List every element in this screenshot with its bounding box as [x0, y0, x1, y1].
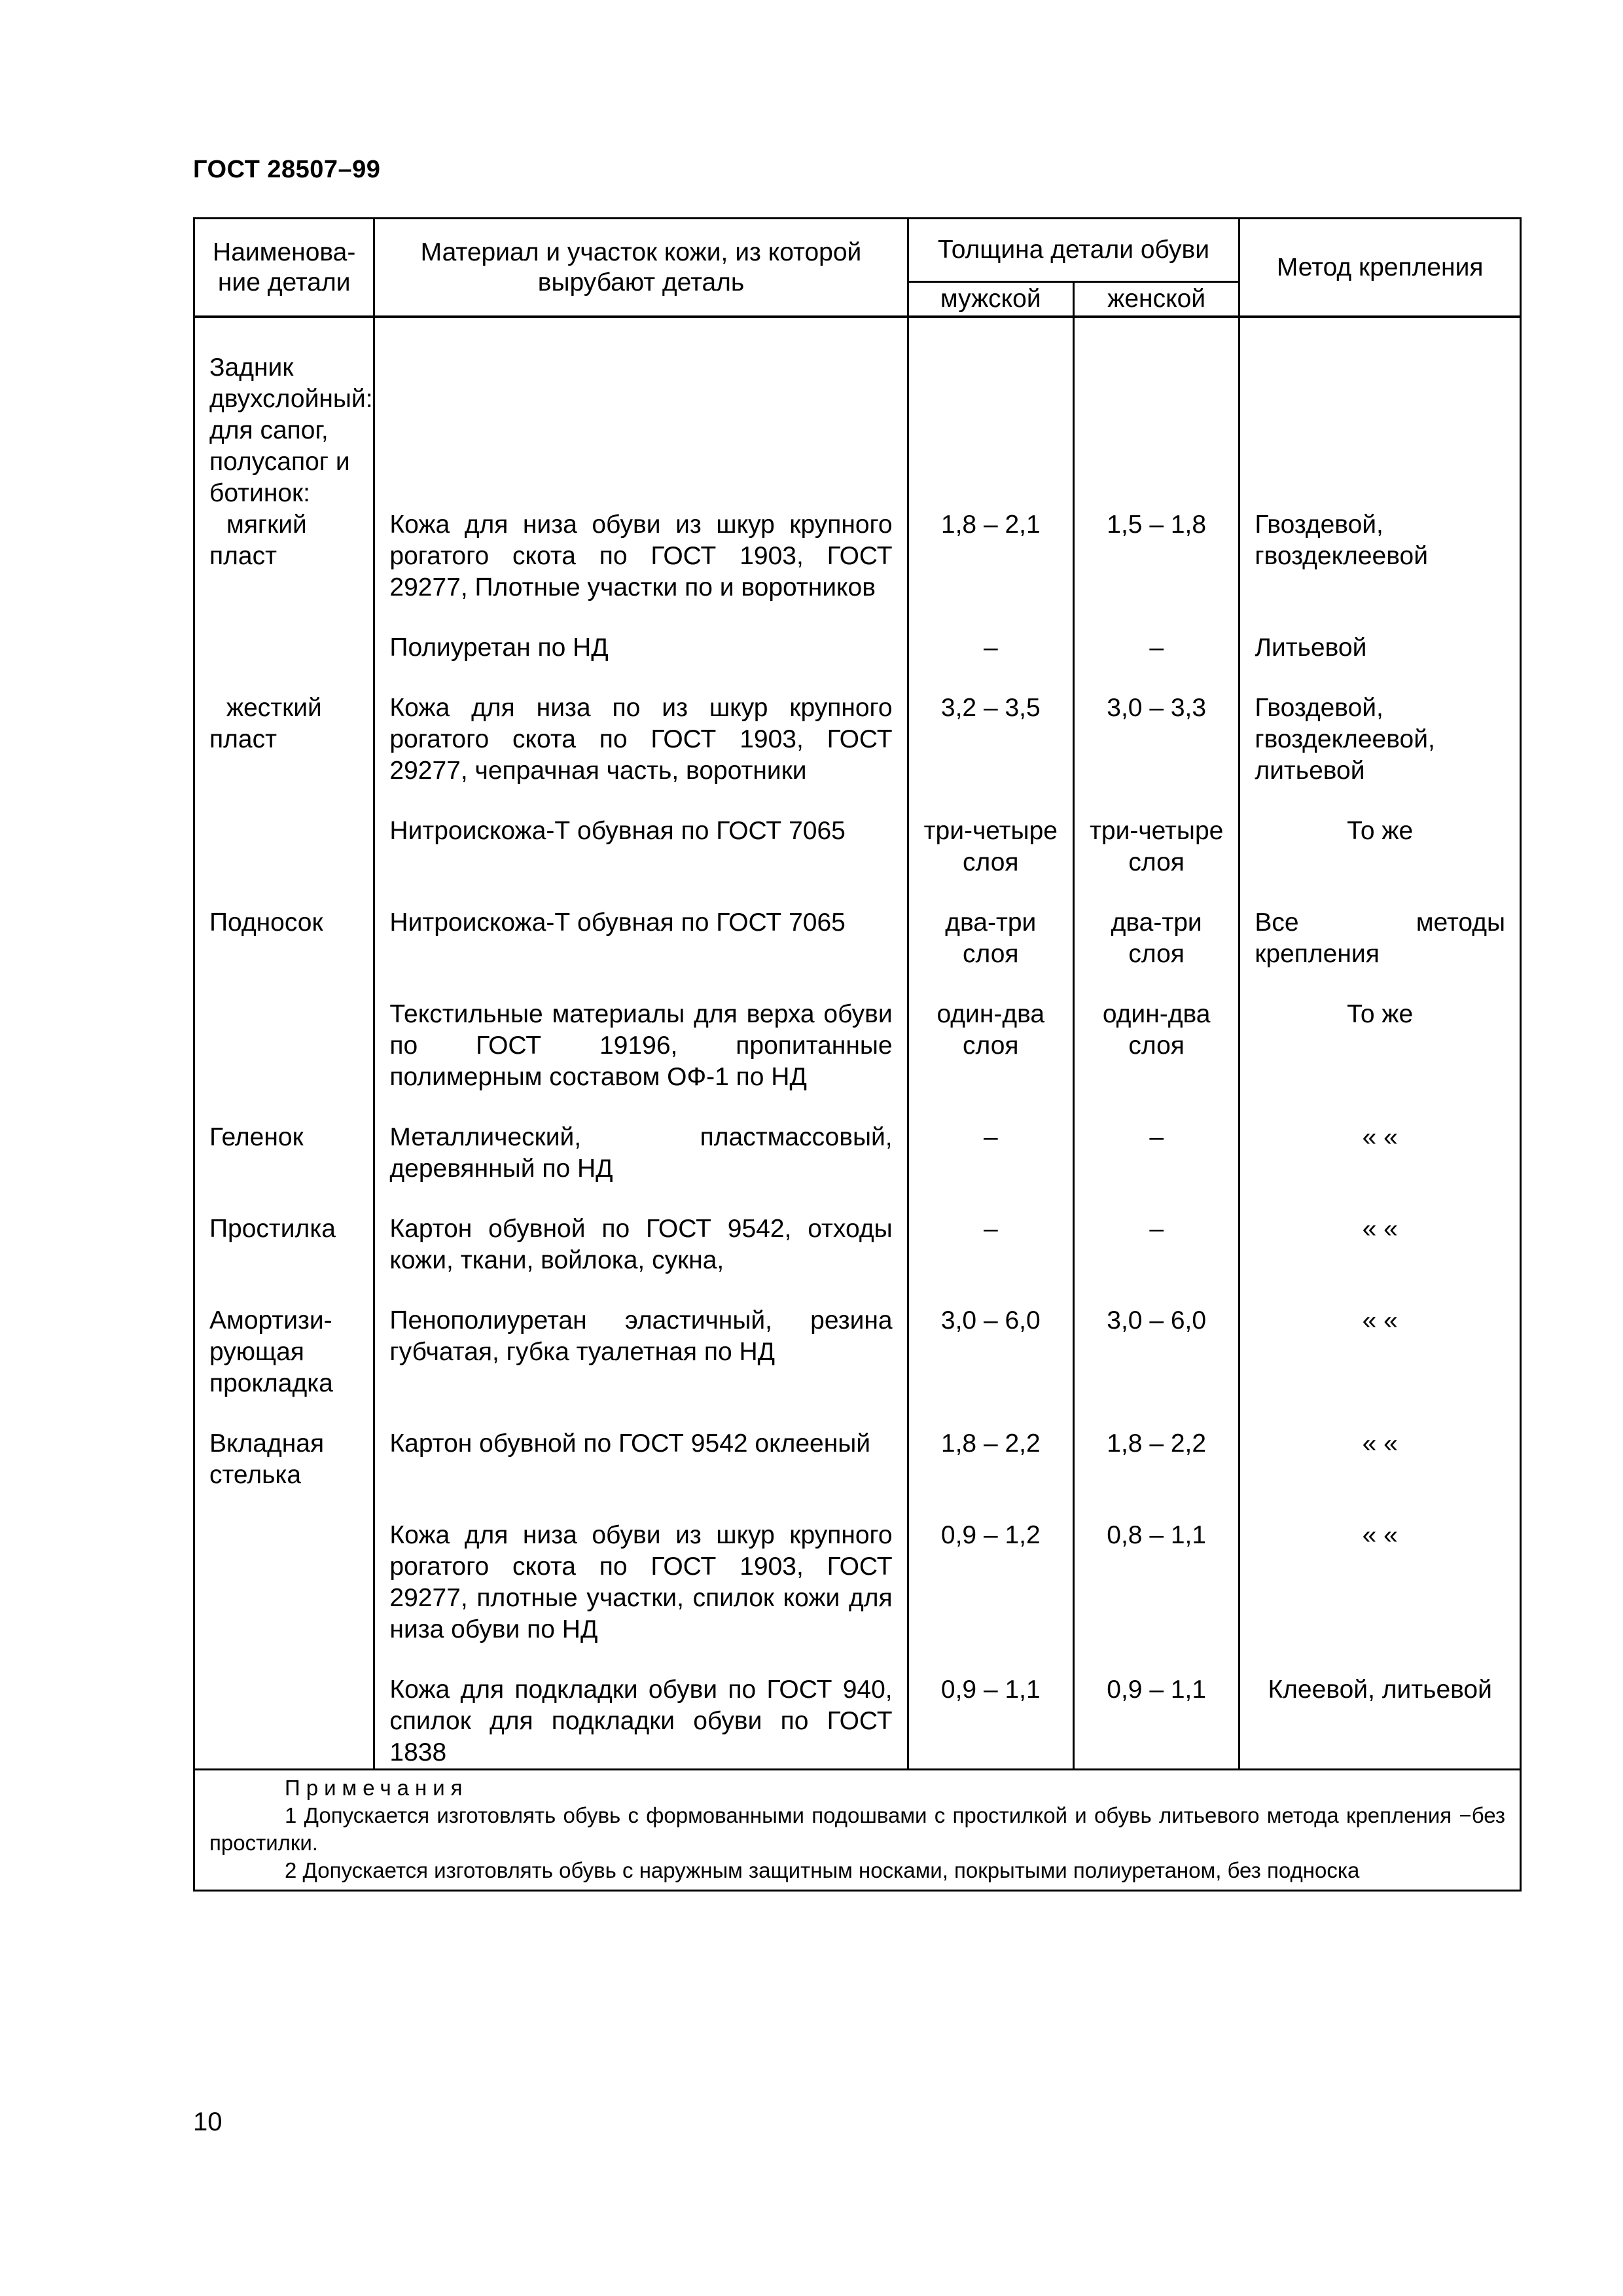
part-name-line: рующая: [209, 1338, 304, 1366]
method-cell: Клеевой, литьевой: [1240, 1674, 1521, 1770]
material-cell: [374, 352, 908, 509]
notes-row: [194, 1770, 1521, 1891]
material-cell: Картон обувной по ГОСТ 9542 оклееный: [374, 1428, 908, 1491]
part-name-line: Вкладная: [209, 1429, 325, 1458]
thickness-men-cell: три-четыре слоя: [908, 816, 1073, 878]
spacer-cell: [1240, 603, 1521, 632]
spacer-cell: [194, 1276, 374, 1305]
part-name-line: полусапог и: [209, 448, 350, 476]
method-cell: То же: [1240, 999, 1521, 1093]
spacer-cell: [194, 878, 374, 907]
notes-cell: [194, 1770, 1521, 1891]
thickness-men-cell: [908, 352, 1073, 509]
header-material-text: Материал и участок кожи, из которой вырубают деталь: [420, 238, 862, 296]
spacer-cell: [1240, 878, 1521, 907]
spacer-cell: [1240, 1185, 1521, 1213]
table-row: [194, 1428, 1521, 1491]
row-spacer: [194, 1185, 1521, 1213]
spacer-cell: [374, 970, 908, 999]
spacer-cell: [374, 1093, 908, 1122]
spacer-cell: [1240, 1645, 1521, 1674]
material-cell: Кожа для подкладки обуви по ГОСТ 940, спилок для подкладки обуви по ГОСТ 1838: [374, 1674, 908, 1770]
method-cell: « «: [1240, 1520, 1521, 1645]
spacer-cell: [908, 878, 1073, 907]
spacer-cell: [1073, 317, 1239, 352]
row-spacer: [194, 603, 1521, 632]
part-name-cell: [194, 632, 374, 664]
spacer-cell: [1240, 787, 1521, 816]
thickness-women-cell: –: [1073, 632, 1239, 664]
spacer-cell: [1073, 970, 1239, 999]
row-spacer: [194, 664, 1521, 692]
spacer-cell: [1073, 1093, 1239, 1122]
spacer-cell: [194, 970, 374, 999]
header-men: мужской: [908, 282, 1073, 317]
note-2: 2 Допускается изготовлять обувь с наружным защитным носками, покрытыми полиуретаном, без подноска: [285, 1858, 1360, 1882]
spacer-cell: [908, 1093, 1073, 1122]
header-part-name: [194, 219, 374, 317]
spacer-cell: [374, 1185, 908, 1213]
spacer-cell: [908, 664, 1073, 692]
method-cell: Все методы крепления: [1240, 907, 1521, 970]
spacer-cell: [374, 1399, 908, 1428]
spacer-cell: [1240, 317, 1521, 352]
thickness-men-cell: 0,9 – 1,2: [908, 1520, 1073, 1645]
spacer-cell: [1073, 878, 1239, 907]
spacer-cell: [194, 1185, 374, 1213]
spacer-cell: [908, 1276, 1073, 1305]
spacer-cell: [1240, 1093, 1521, 1122]
part-name-line: Задник: [209, 353, 294, 382]
material-cell: Металлический, пластмассовый, деревянный по НД: [374, 1122, 908, 1185]
table-row: [194, 692, 1521, 787]
spacer-cell: [1073, 1491, 1239, 1520]
thickness-men-cell: 0,9 – 1,1: [908, 1674, 1073, 1770]
method-cell: « «: [1240, 1122, 1521, 1185]
spacer-cell: [194, 1093, 374, 1122]
header-part-name-text: Наименова-ние детали: [213, 238, 356, 296]
method-cell: « «: [1240, 1213, 1521, 1276]
thickness-women-cell: 1,5 – 1,8: [1073, 509, 1239, 603]
row-spacer: [194, 878, 1521, 907]
table-body: [194, 317, 1521, 1770]
method-cell: То же: [1240, 816, 1521, 878]
part-name-line: пласт: [209, 542, 277, 570]
part-name-cell: [194, 1122, 374, 1185]
part-name-line: Геленок: [209, 1123, 304, 1151]
spacer-cell: [1073, 787, 1239, 816]
thickness-men-cell: 3,2 – 3,5: [908, 692, 1073, 787]
part-name-cell: [194, 1674, 374, 1770]
part-name-line: прокладка: [209, 1369, 333, 1397]
material-cell: Нитроискожа-Т обувная по ГОСТ 7065: [374, 816, 908, 878]
spacer-cell: [374, 878, 908, 907]
spacer-cell: [908, 970, 1073, 999]
thickness-men-cell: два-три слоя: [908, 907, 1073, 970]
spacer-cell: [908, 787, 1073, 816]
spacer-cell: [908, 603, 1073, 632]
header-thickness-text: Толщина детали обуви: [937, 236, 1210, 264]
thickness-men-cell: один-два слоя: [908, 999, 1073, 1093]
part-name-line: мягкий: [226, 511, 307, 539]
part-name-line: Амортизи-: [209, 1306, 332, 1335]
part-name-line: ботинок:: [209, 479, 310, 507]
thickness-women-cell: 0,9 – 1,1: [1073, 1674, 1239, 1770]
spacer-cell: [1073, 603, 1239, 632]
part-name-cell: [194, 352, 374, 509]
part-name-cell: [194, 1520, 374, 1645]
document-title: ГОСТ 28507–99: [193, 156, 381, 183]
thickness-women-cell: 0,8 – 1,1: [1073, 1520, 1239, 1645]
spacer-cell: [194, 317, 374, 352]
material-cell: Полиуретан по НД: [374, 632, 908, 664]
header-thickness: [908, 219, 1240, 282]
spacer-cell: [374, 664, 908, 692]
table-row: [194, 632, 1521, 664]
part-name-cell: [194, 816, 374, 878]
material-cell: Текстильные материалы для верха обуви по ГОСТ 19196, пропитанные полимерным составом ОФ-1 по НД: [374, 999, 908, 1093]
material-cell: Пенополиуретан эластичный, резина губчатая, губка туалетная по НД: [374, 1305, 908, 1399]
spacer-cell: [374, 1645, 908, 1674]
table-row: [194, 1305, 1521, 1399]
method-cell: « «: [1240, 1305, 1521, 1399]
table-row: [194, 352, 1521, 509]
row-spacer: [194, 1276, 1521, 1305]
spacer-cell: [1240, 1399, 1521, 1428]
spacer-cell: [908, 1399, 1073, 1428]
spacer-cell: [1073, 1185, 1239, 1213]
row-spacer: [194, 1645, 1521, 1674]
spacer-cell: [194, 787, 374, 816]
part-name-cell: [194, 1305, 374, 1399]
table-row: [194, 1674, 1521, 1770]
table-row: [194, 1122, 1521, 1185]
part-name-cell: [194, 907, 374, 970]
thickness-men-cell: 1,8 – 2,2: [908, 1428, 1073, 1491]
spacer-cell: [194, 1399, 374, 1428]
thickness-women-cell: 3,0 – 6,0: [1073, 1305, 1239, 1399]
thickness-women-cell: 3,0 – 3,3: [1073, 692, 1239, 787]
spacer-cell: [1240, 970, 1521, 999]
thickness-women-cell: –: [1073, 1122, 1239, 1185]
spacer-cell: [908, 317, 1073, 352]
thickness-men-cell: –: [908, 1213, 1073, 1276]
table-row: [194, 1213, 1521, 1276]
spacer-cell: [194, 603, 374, 632]
material-cell: Кожа для низа по из шкур крупного рогатого скота по ГОСТ 1903, ГОСТ 29277, чепрачная часть, воротники: [374, 692, 908, 787]
spacer-cell: [1073, 1399, 1239, 1428]
spacer-cell: [374, 787, 908, 816]
materials-table: [193, 217, 1522, 1892]
row-spacer: [194, 317, 1521, 352]
spacer-cell: [1073, 1645, 1239, 1674]
thickness-men-cell: –: [908, 1122, 1073, 1185]
spacer-cell: [374, 1491, 908, 1520]
method-cell: Гвоздевой, гвоздеклеевой, литьевой: [1240, 692, 1521, 787]
row-spacer: [194, 970, 1521, 999]
part-name-line: для сапог,: [209, 416, 329, 444]
header-method: [1240, 219, 1521, 317]
part-name-cell: [194, 1428, 374, 1491]
header-material: [374, 219, 908, 317]
spacer-cell: [1240, 664, 1521, 692]
table-row: [194, 1520, 1521, 1645]
spacer-cell: [374, 603, 908, 632]
row-spacer: [194, 1491, 1521, 1520]
material-cell: Кожа для низа обуви из шкур крупного рогатого скота по ГОСТ 1903, ГОСТ 29277, Плотные участки по и воротников: [374, 509, 908, 603]
thickness-women-cell: [1073, 352, 1239, 509]
table-row: [194, 816, 1521, 878]
part-name-cell: [194, 999, 374, 1093]
spacer-cell: [194, 1491, 374, 1520]
method-cell: Гвоздевой, гвоздеклеевой: [1240, 509, 1521, 603]
thickness-women-cell: –: [1073, 1213, 1239, 1276]
header-women: женской: [1073, 282, 1239, 317]
part-name-line: двухслойный:: [209, 385, 373, 413]
spacer-cell: [908, 1491, 1073, 1520]
notes-heading: Примечания: [285, 1776, 469, 1800]
thickness-men-cell: 3,0 – 6,0: [908, 1305, 1073, 1399]
spacer-cell: [374, 1276, 908, 1305]
thickness-women-cell: 1,8 – 2,2: [1073, 1428, 1239, 1491]
table-row: [194, 907, 1521, 970]
method-cell: Литьевой: [1240, 632, 1521, 664]
thickness-women-cell: один-два слоя: [1073, 999, 1239, 1093]
part-name-cell: [194, 1213, 374, 1276]
thickness-men-cell: –: [908, 632, 1073, 664]
method-cell: « «: [1240, 1428, 1521, 1491]
spacer-cell: [908, 1185, 1073, 1213]
part-name-line: Подносок: [209, 908, 323, 937]
part-name-line: пласт: [209, 725, 277, 753]
part-name-line: стелька: [209, 1461, 302, 1489]
header-method-text: Метод крепления: [1276, 253, 1484, 281]
row-spacer: [194, 787, 1521, 816]
row-spacer: [194, 1093, 1521, 1122]
spacer-cell: [908, 1645, 1073, 1674]
material-cell: Нитроискожа-Т обувная по ГОСТ 7065: [374, 907, 908, 970]
spacer-cell: [1240, 1491, 1521, 1520]
spacer-cell: [194, 1645, 374, 1674]
page-number: 10: [193, 2108, 223, 2136]
material-cell: Кожа для низа обуви из шкур крупного рогатого скота по ГОСТ 1903, ГОСТ 29277, плотные участки, спилок кожи для низа обуви по НД: [374, 1520, 908, 1645]
spacer-cell: [374, 317, 908, 352]
part-name-line: жесткий: [226, 694, 322, 722]
part-name-cell: [194, 509, 374, 603]
part-name-cell: [194, 692, 374, 787]
spacer-cell: [1240, 1276, 1521, 1305]
spacer-cell: [1073, 1276, 1239, 1305]
table-row: [194, 509, 1521, 603]
part-name-line: Простилка: [209, 1215, 336, 1243]
method-cell: [1240, 352, 1521, 509]
spacer-cell: [1073, 664, 1239, 692]
material-cell: Картон обувной по ГОСТ 9542, отходы кожи, ткани, войлока, сукна,: [374, 1213, 908, 1276]
thickness-women-cell: два-три слоя: [1073, 907, 1239, 970]
table-row: [194, 999, 1521, 1093]
thickness-men-cell: 1,8 – 2,1: [908, 509, 1073, 603]
thickness-women-cell: три-четыре слоя: [1073, 816, 1239, 878]
row-spacer: [194, 1399, 1521, 1428]
spacer-cell: [194, 664, 374, 692]
note-1: 1 Допускается изготовлять обувь с формованными подошвами с простилкой и обувь литьевого метода крепления −без простилки.: [209, 1803, 1505, 1855]
